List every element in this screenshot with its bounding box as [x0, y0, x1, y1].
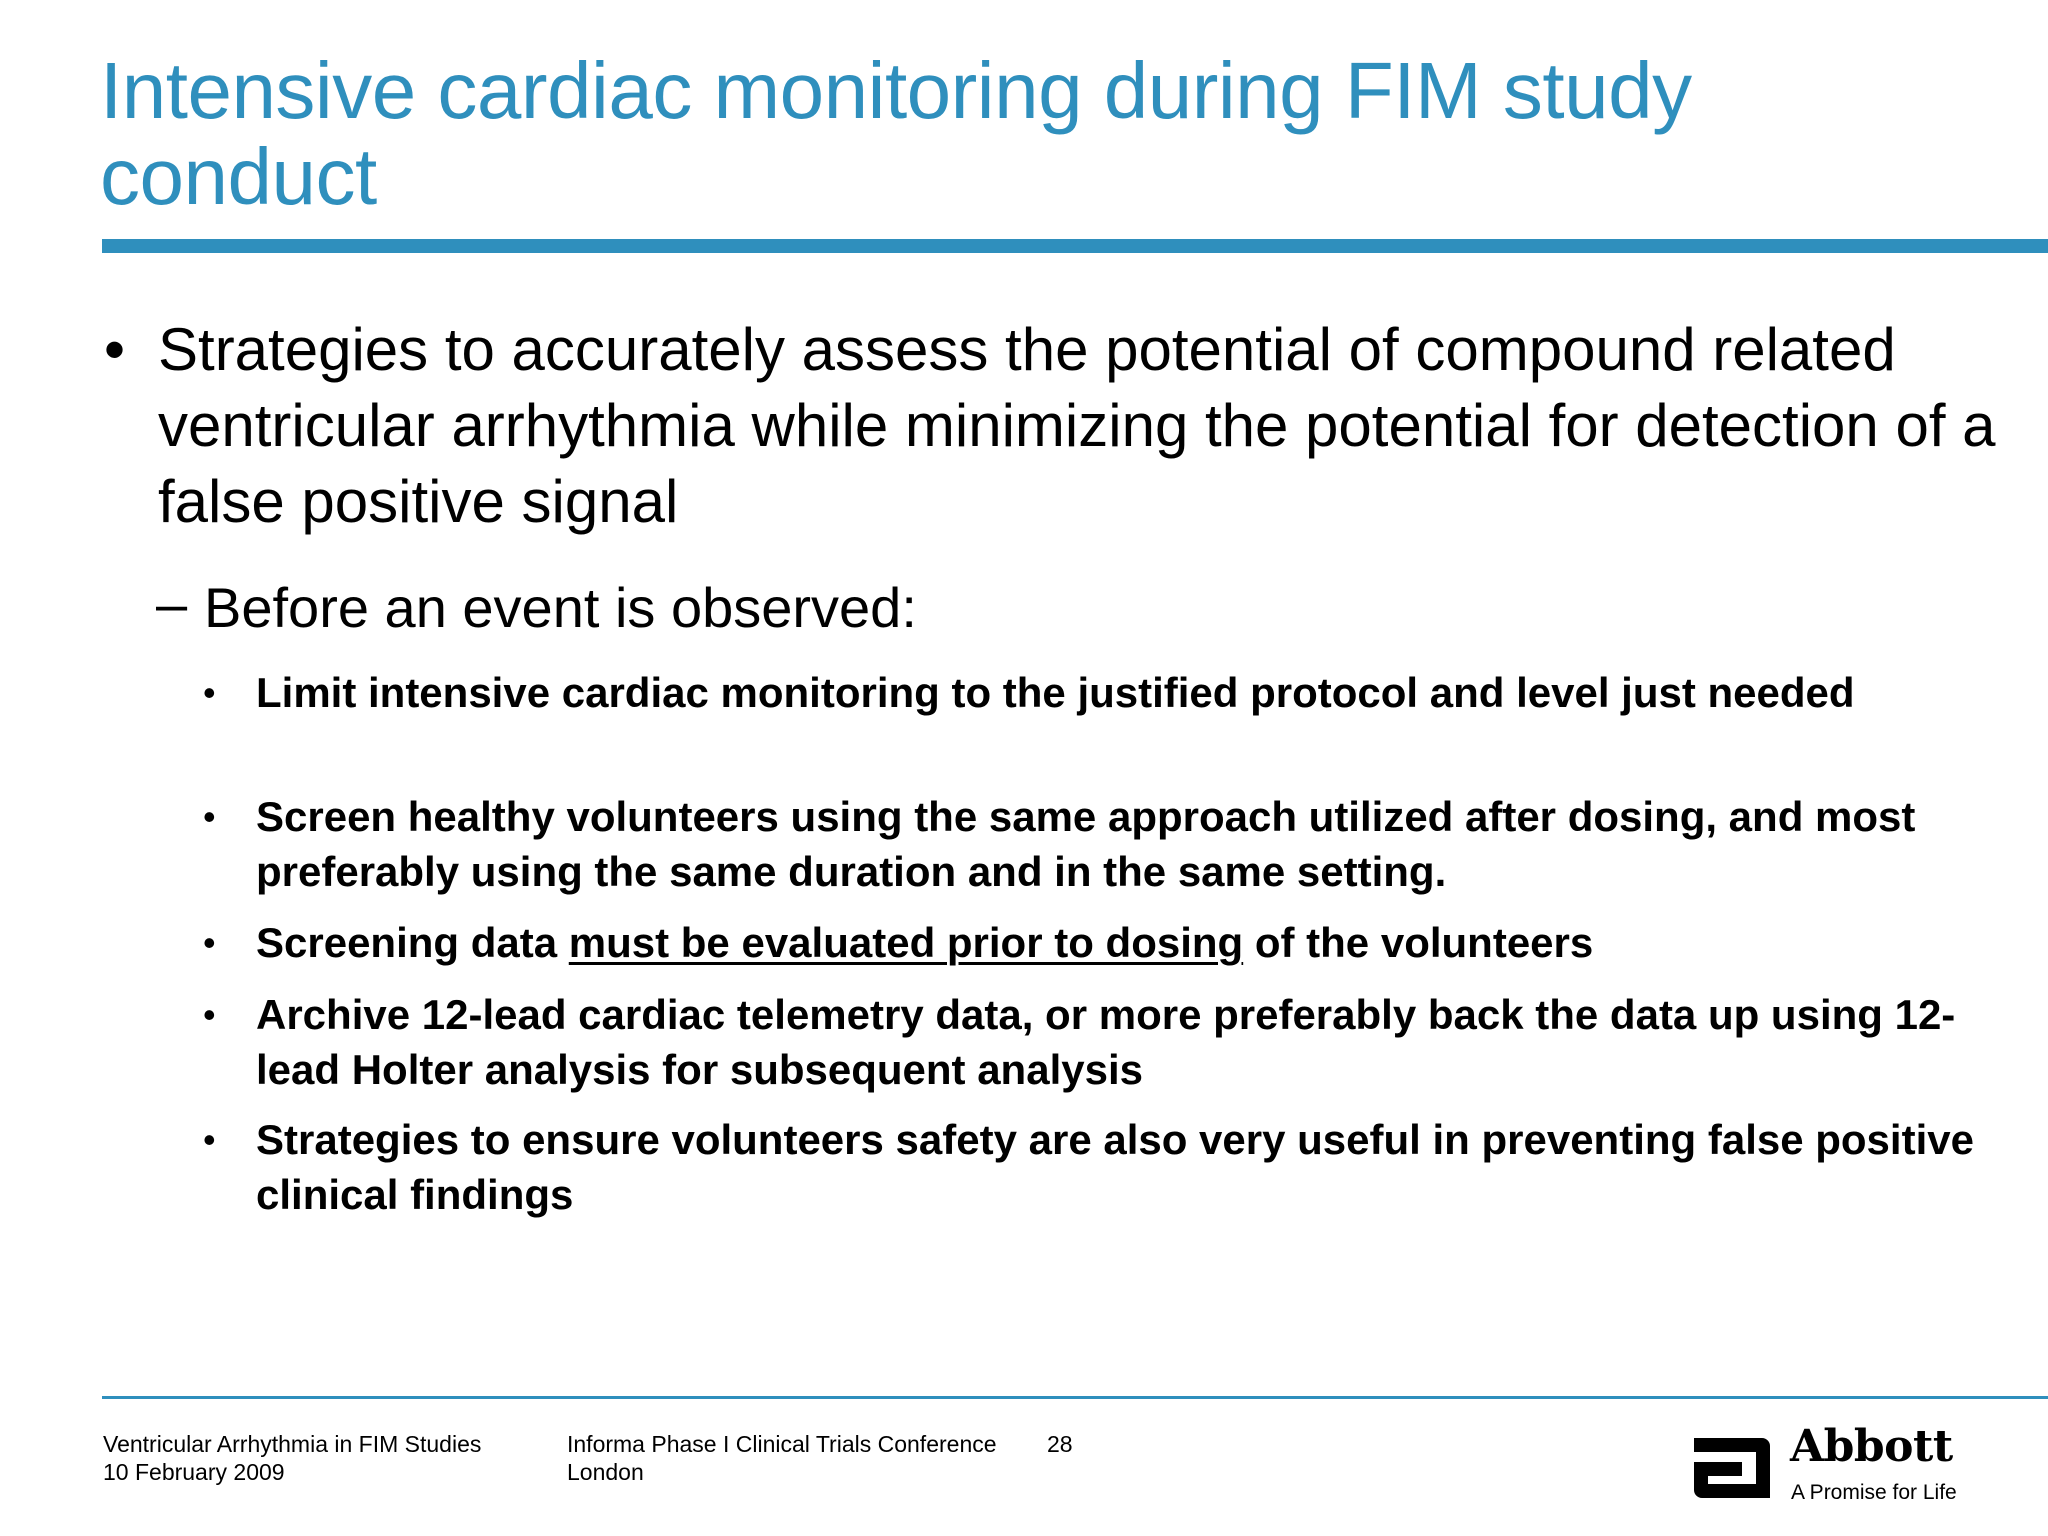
main-bullet-text: Strategies to accurately assess the potential of compound related ventricular arrhythmia while minimizing the potential for detection of a false positive signal: [158, 316, 1996, 535]
footer-location: London: [567, 1459, 644, 1485]
slide-title: Intensive cardiac monitoring during FIM study conduct: [100, 46, 1692, 221]
sub-sub-bullet-5: Strategies to ensure volunteers safety are also very useful in preventing false positive clinical findings: [256, 1116, 1974, 1218]
logo-wordmark: Abbott: [1790, 1421, 1953, 1472]
bullet-marker: •: [203, 922, 216, 963]
sub-sub-bullet-1: Limit intensive cardiac monitoring to the justified protocol and level just needed: [256, 669, 1855, 716]
bullet-3-tail: of the volunteers: [1243, 919, 1594, 966]
title-divider: [102, 239, 2048, 253]
bullet-marker: •: [203, 1119, 216, 1160]
sub-bullet-text: Before an event is observed:: [204, 576, 917, 639]
sub-sub-bullet-4: Archive 12-lead cardiac telemetry data, or more preferably back the data up using 12-lead Holter analysis for subsequent analysis: [256, 991, 1956, 1093]
footer-conference: Informa Phase I Clinical Trials Conference: [567, 1431, 997, 1457]
logo-tagline: A Promise for Life: [1791, 1481, 1957, 1504]
sub-sub-bullet-3: [256, 915, 1976, 970]
bullet-marker: •: [203, 796, 216, 837]
sub-sub-bullet-2: Screen healthy volunteers using the same approach utilized after dosing, and most preferably using the same duration and in the same setting.: [256, 793, 1916, 895]
bullet-3-lead: Screening data: [256, 919, 569, 966]
page-number: 28: [1047, 1431, 1073, 1457]
bullet-marker: •: [203, 994, 216, 1035]
footer-date: 10 February 2009: [103, 1459, 285, 1485]
footer-divider: [102, 1396, 2048, 1399]
footer-presentation-title: Ventricular Arrhythmia in FIM Studies: [103, 1431, 482, 1457]
abbott-logo-icon: [1690, 1434, 1774, 1502]
bullet-marker: •: [104, 316, 126, 383]
dash-marker: –: [156, 572, 188, 635]
bullet-3-underlined: must be evaluated prior to dosing: [568, 919, 1244, 966]
bullet-marker: •: [203, 672, 216, 713]
